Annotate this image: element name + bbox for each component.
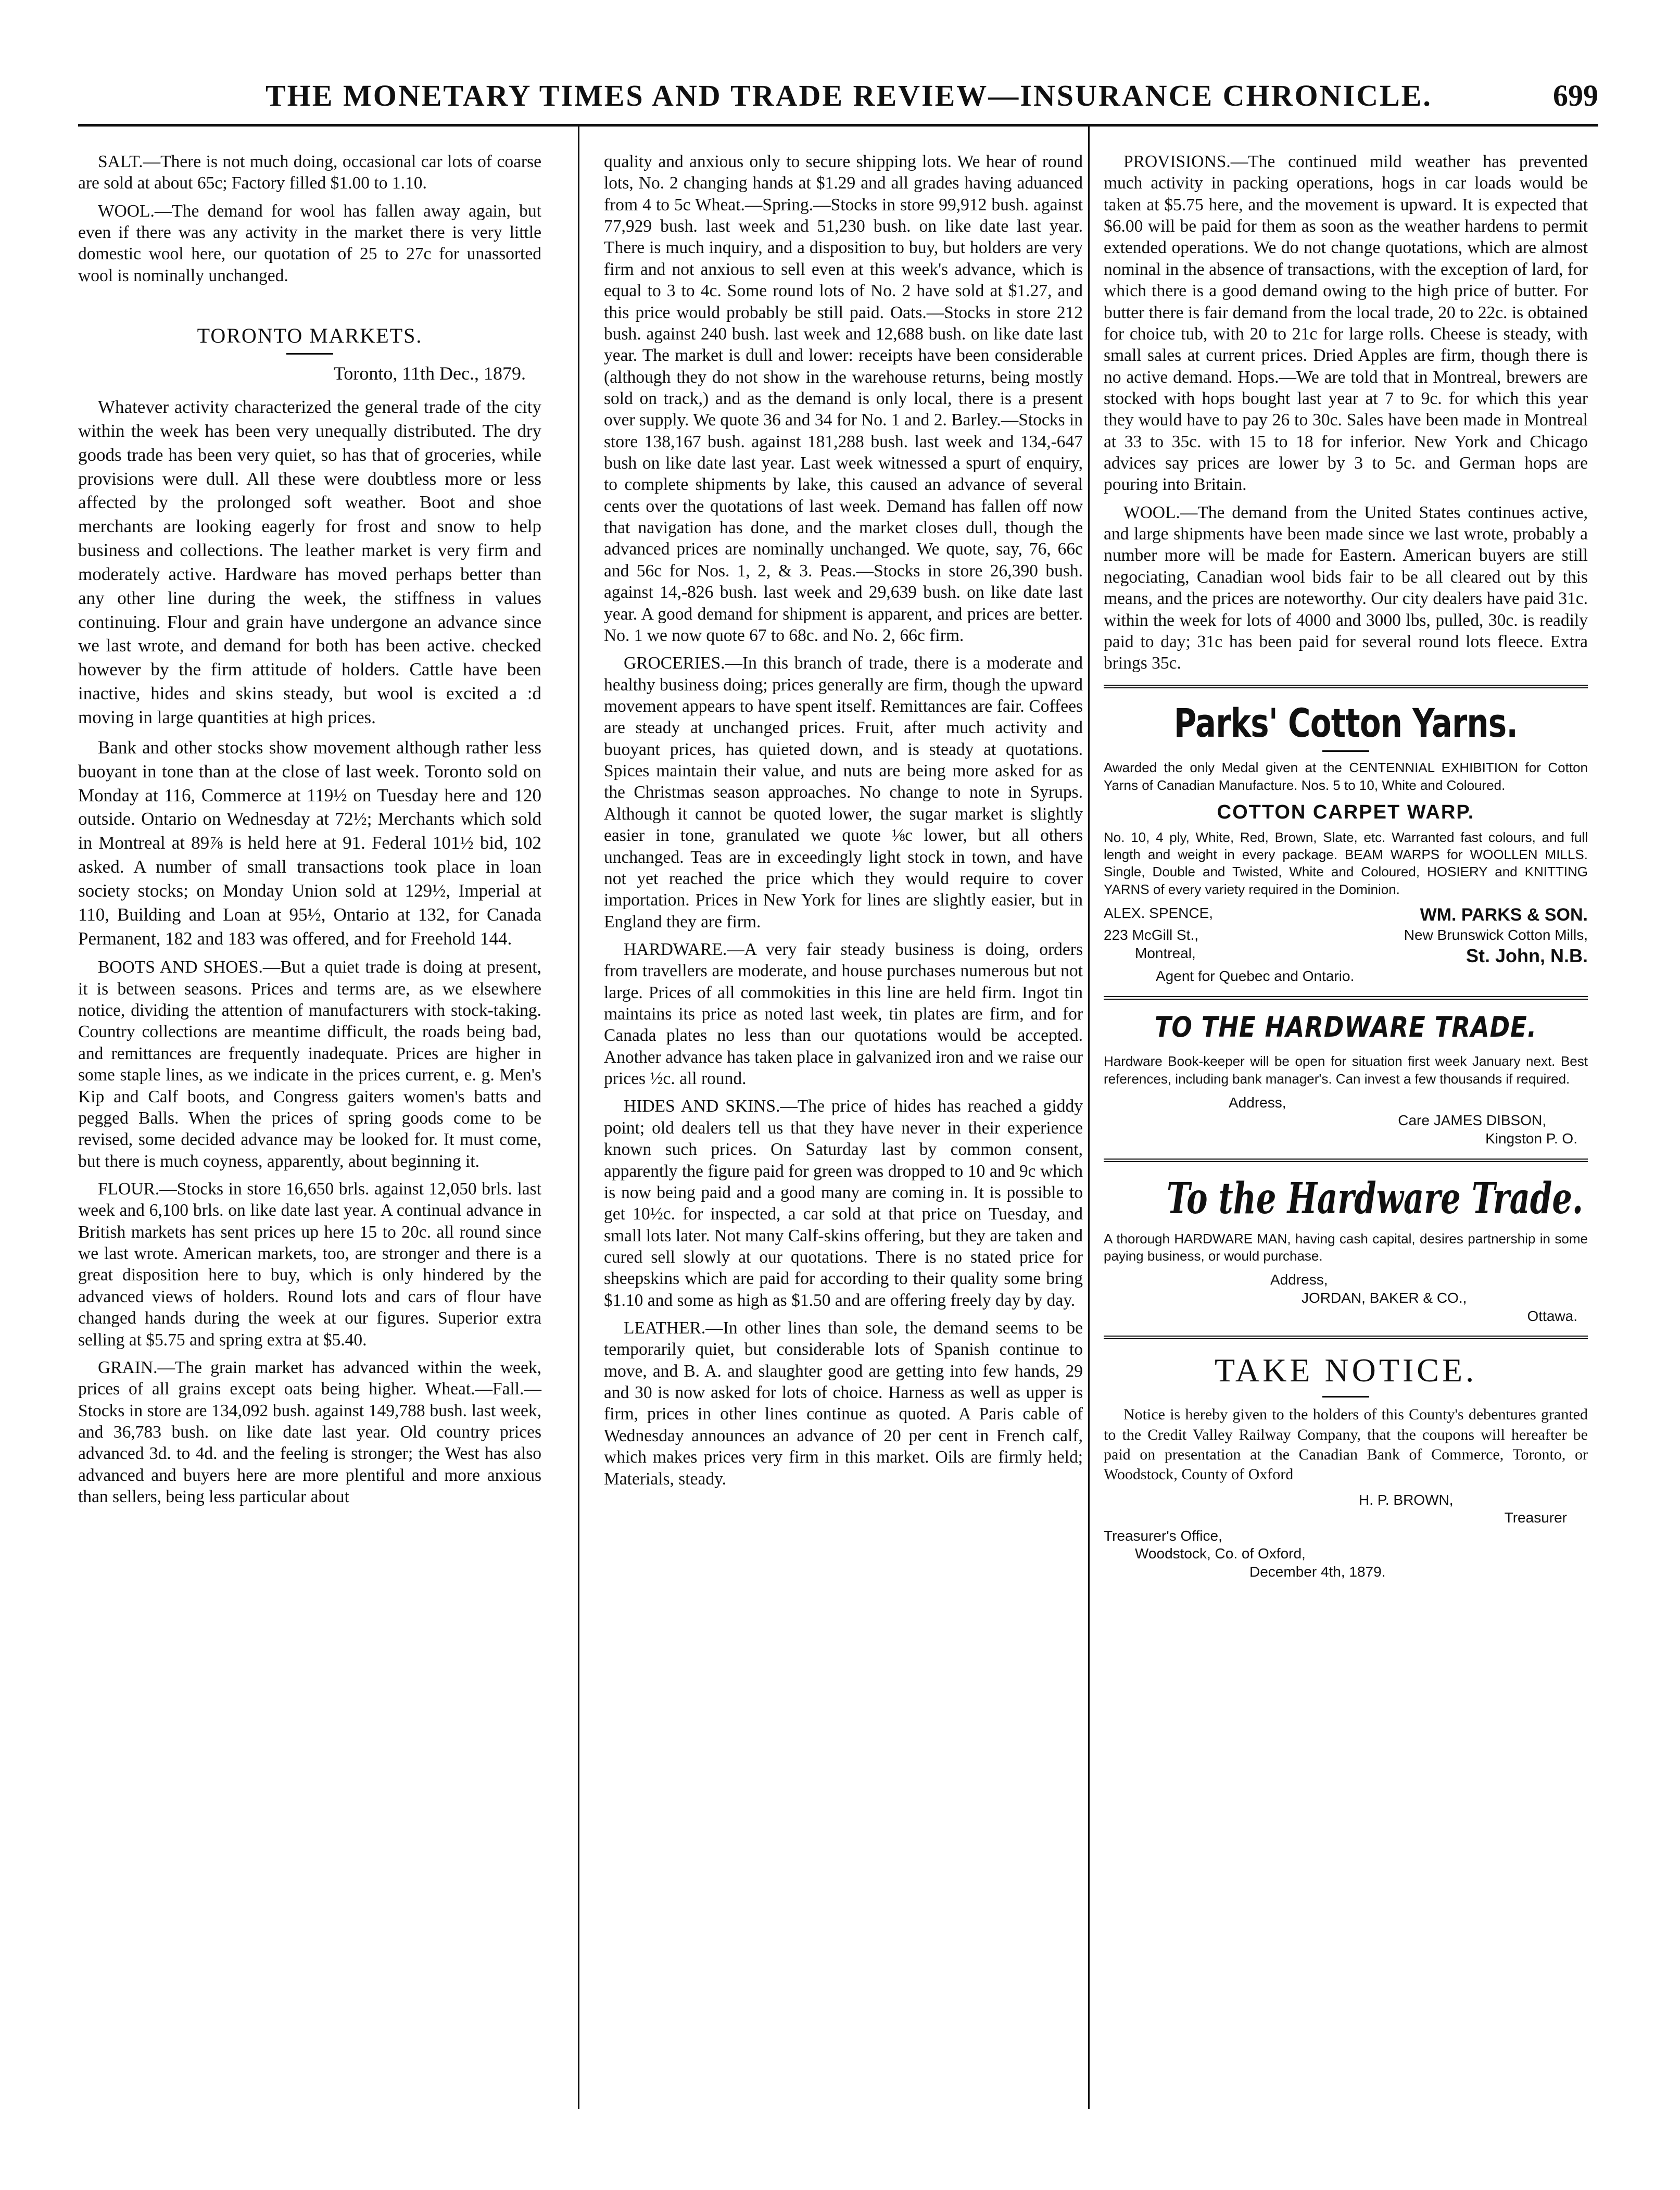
intro-paragraph: Whatever activity characterized the general trade of the city within the week has been very unequally distributed. The dry goods trade has been very quiet, so has that of groceries, while provisions were dull. All these were doubtless more or less affected by the prolonged soft weather. Boot and shoe merchants are looking eagerly for frost and snow to help business and collections. The leather market is very firm and moderately active. Hardware has moved perhaps better than any other line during the week, the stiffness in values continuing. Flour and grain have undergone an advance since we last wrote, and demand for both has been active. checked however by the firm attitude of holders. Cattle have been inactive, hides and skins steady, but wool is excited a :d moving in large quantities at high prices. bbox=[78, 397, 541, 727]
notice-office: Treasurer's Office, bbox=[1104, 1527, 1222, 1544]
running-title: THE MONETARY TIMES AND TRADE REVIEW—INSURANCE CHRONICLE. bbox=[266, 79, 1432, 112]
ad-divider bbox=[1104, 1159, 1588, 1162]
parks-title: Parks' Cotton Yarns. bbox=[1173, 699, 1518, 746]
page-number: 699 bbox=[1553, 79, 1598, 112]
parks-signature-row-2 bbox=[1104, 926, 1588, 945]
ad-divider bbox=[1104, 996, 1588, 1000]
page-header bbox=[78, 78, 1598, 125]
bookkeeper-body: Hardware Book-keeper will be open for situation first week January next. Best references, including bank manager's. Can invest a few thousands if required. bbox=[1104, 1053, 1588, 1087]
grain-continued-paragraph: quality and anxious only to secure shipping lots. We hear of round lots, No. 2 changing hands at $1.29 and all grades having aduanced from 4 to 5c Wheat.—Spring.—Stocks in store 99,912 bush. against 77,929 bush. last week and 51,230 bush. on like date last year. There is much inquiry, and a disposition to buy, but holders are very firm and not anxious to sell even at this week's advance, which is equal to 3 to 4c. Some round lots of No. 2 have sold at $1.27, and this price would probably be still paid. Oats.—Stocks in store 212 bush. against 240 bush. last week and 12,688 bush. on like date last year. The market is dull and lower: receipts have been considerable (although they do not show in the warehouse returns, being mostly sold on track,) and as the demand is only local, there is a present over supply. We quote 36 and 34 for No. 1 and 2. Barley.—Stocks in store 138,167 bush. against 181,288 bush. last week and 134,-647 bush on like date last year. Last week witnessed a spurt of enquiry, to complete shipments by lake, this caused an advance of several cents over the quotations of last week. Demand has fallen off now that navigation has done, and the market closes dull, though the advanced prices are nominally unchanged. We quote, say, 76, 66c and 56c for Nos. 1, 2, & 3. Peas.—Stocks in store 26,390 bush. against 14,-826 bush. last week and 29,639 bush. on like date last year. A good demand for shipment is apparent, and prices are better. No. 1 we now quote 67 to 68c. and No. 2, 66c firm. bbox=[604, 152, 1083, 645]
take-notice-title: TAKE NOTICE. bbox=[1214, 1352, 1477, 1389]
column-divider-2 bbox=[1088, 125, 1090, 2109]
parks-advertisement bbox=[1104, 699, 1588, 986]
column-2 bbox=[604, 151, 1083, 1496]
hardware-man-place: Ottawa. bbox=[1527, 1307, 1577, 1324]
notice-signer: H. P. BROWN, bbox=[1359, 1491, 1454, 1508]
firm-mill: New Brunswick Cotton Mills, bbox=[1404, 926, 1588, 943]
bookkeeper-place: Kingston P. O. bbox=[1485, 1130, 1577, 1147]
groceries-paragraph: GROCERIES.—In this branch of trade, there is a moderate and healthy business doing; prices generally are firm, though the upward movement appears to have spent itself. Remittances are fair. Coffees are steady at unchanged prices. Fruit, after much activity and buoyant prices, has quieted down, and is steady at quotations. Spices maintain their value, and nuts are being more asked for as the Christmas season approaches. No change to note in Syrups. Although it cannot be quoted lower, the sugar market is slightly easier in tone, granulated we quote ⅛c lower, but all others unchanged. Teas are in exceedingly light stock in town, and have not yet reached the price which they would require to cover importation. Prices in New York for lines are slightly easier, but in England they are firm. bbox=[604, 653, 1083, 932]
heading-rule bbox=[286, 353, 333, 355]
hides-skins-paragraph: HIDES AND SKINS.—The price of hides has reached a giddy point; old dealers tell us that they have never in their experience known such prices. On Saturday last by common consent, apparently the figure paid for green was dropped to 10 and 9c which is now being paid and a good many are coming in. It is possible to get 10½c. for inspected, a car sold at that price on Tuesday, and small lots later. Not many Calf-skins offering, but they are taken and cured sell slowly at our quotations. There is no stated price for sheepskins which are paid for according to their quality some bring $1.10 and some as high as $1.50 and are offering freely day by day. bbox=[604, 1097, 1083, 1310]
agent-name: ALEX. SPENCE, bbox=[1104, 905, 1214, 921]
leather-paragraph: LEATHER.—In other lines than sole, the demand seems to be temporarily quiet, but considerable lots of Spanish continue to move, and B. A. and slaughter good are getting into few hands, 29 and 30 is now asked for lots of choice. Harness as well as upper is firm, prices in other lines continue as quoted. A Paris cable of Wednesday announces an advance of 20 per cent in French calf, which makes prices very firm in this market. Oils are firmly held; Materials, steady. bbox=[604, 1318, 1083, 1489]
parks-award: Awarded the only Medal given at the CENTENNIAL EXHIBITION for Cotton Yarns of Canadian Manufacture. Nos. 5 to 10, White and Coloured. bbox=[1104, 760, 1588, 793]
agent-address: 223 McGill St., bbox=[1104, 926, 1199, 943]
wool-demand-paragraph: WOOL.—The demand from the United States continues active, and large shipments have been made since we last wrote, probably a number more will be made for Eastern. American buyers are still negociating, Canadian wool bids fair to be all cleared out by this means, and the prices are noteworthy. Our city dealers have paid 31c. within the week for lots of 4000 and 3000 lbs, pulled, 30c. is readily paid to day; 31c has been paid for several round lots fleece. Extra brings 35c. bbox=[1104, 502, 1588, 673]
parks-signature-row-1 bbox=[1104, 904, 1588, 926]
hardware-man-advertisement bbox=[1104, 1173, 1588, 1326]
bookkeeper-title: TO THE HARDWARE TRADE. bbox=[1154, 1010, 1537, 1043]
header-rule bbox=[78, 124, 1598, 127]
boots-shoes-paragraph: BOOTS AND SHOES.—But a quiet trade is doing at present, it is between seasons. Prices and terms are, as we elsewhere notice, dividing the attention of manufacturers with stock-taking. Country collections are meantime difficult, the roads being bad, and remittances are frequently inadequate. Prices are higher in some staple lines, as we indicate in the prices current, e. g. Men's Kip and Calf boots, and Congress gaiters women's batts and pegged Balls. When the prices of spring goods come to be revised, some decided advance may be looked for. It must come, but there is much coyness, apparently, about beginning it. bbox=[78, 958, 541, 1171]
bank-stocks-paragraph: Bank and other stocks show movement although rather less buoyant in tone than at the close of last week. Toronto sold on Monday at 116, Commerce at 119½ on Tuesday here and 120 outside. Ontario on Wednesday at 72½; Merchants which sold in Montreal at 89⅞ is held here at 91. Federal 101½ bid, 102 asked. A number of small transactions took place in loan society stocks; on Monday Union sold at 129½, Imperial at 110, Building and Loan at 95½, Ontario at 132, for Canada Permanent, 182 and 183 was offered, and for Freehold 144. bbox=[78, 737, 541, 949]
hardware-man-body: A thorough HARDWARE MAN, having cash capital, desires partnership in some paying business, or would purchase. bbox=[1104, 1230, 1588, 1264]
hardware-paragraph: HARDWARE.—A very fair steady business is doing, orders from travellers are moderate, and house purchases numerous but not large. Prices of all commokities in this line are held firm. Ingot tin maintains its price as noted last week, tin plates are firm, and for Canada plates no less than our quotations would be accepted. Another advance has taken place in galvanized iron and we raise our prices ½c. all round. bbox=[604, 939, 1083, 1089]
notice-rule bbox=[1322, 1396, 1369, 1398]
dateline: Toronto, 11th Dec., 1879. bbox=[333, 362, 526, 384]
toronto-markets-heading: TORONTO MARKETS. bbox=[197, 324, 423, 348]
provisions-paragraph: PROVISIONS.—The continued mild weather has prevented much activity in packing operations, hogs in car loads would be taken at $5.75 here, and the movement is upward. It is expected that $6.00 will be paid for them as soon as the weather hardens to permit extended operations. We do not change quotations, which are almost nominal in the absence of transactions, with the exception of lard, for which there is a good demand owing to the high price of butter. For butter there is fair demand from the local trade, 20 to 22c. is obtained for choice tub, with 20 to 21c for large rolls. Cheese is steady, with small sales at current prices. Dried Apples are firm, though there is no active demand. Hops.—We are told that in Montreal, brewers are stocked with hops bought last year at 7 to 9c. for which this year they would have to pay 26 to 30c. Sales have been made in Montreal at 33 to 35c. with 15 to 18 for inferior. New York and Chicago advices say prices are lower by 3 to 5c. and German hops are pouring into Britain. bbox=[1104, 152, 1588, 495]
notice-date: December 4th, 1879. bbox=[1249, 1563, 1386, 1580]
notice-office-place: Woodstock, Co. of Oxford, bbox=[1135, 1545, 1306, 1562]
bookkeeper-care-of: Care JAMES DIBSON, bbox=[1398, 1112, 1546, 1129]
ad-divider bbox=[1104, 1336, 1588, 1339]
agent-note: Agent for Quebec and Ontario. bbox=[1156, 968, 1355, 985]
column-divider-1 bbox=[578, 125, 579, 2109]
hardware-man-title: To the Hardware Trade. bbox=[1166, 1173, 1584, 1224]
salt-paragraph: SALT.—There is not much doing, occasional car lots of coarse are sold at about 65c; Factory filled $1.00 to 1.10. bbox=[78, 152, 541, 193]
parks-body: No. 10, 4 ply, White, Red, Brown, Slate, etc. Warranted fast colours, and full length and weight in every package. BEAM WARPS for WOOLLEN MILLS. Single, Double and Twisted, White and Coloured, HOSIERY and KNITTING YARNS of every variety required in the Dominion. bbox=[1104, 829, 1588, 897]
parks-rule bbox=[1322, 750, 1369, 752]
parks-signature-row-3 bbox=[1104, 945, 1588, 967]
firm-city: St. John, N.B. bbox=[1466, 945, 1588, 966]
grain-paragraph: GRAIN.—The grain market has advanced within the week, prices of all grains except oats being higher. Wheat.—Fall.—Stocks in store are 134,092 bush. against 149,788 bush. last week, and 36,783 bush. on like date last year. Old country prices advanced 3d. to 4d. and the feeling is stronger; the West has also advanced and buyers here are more plentiful and more anxious than sellers, being less particular about bbox=[78, 1357, 541, 1507]
bookkeeper-address-label: Address, bbox=[1229, 1094, 1286, 1111]
hardware-man-address-label: Address, bbox=[1270, 1272, 1328, 1288]
general-report bbox=[78, 395, 541, 950]
column-1 bbox=[78, 151, 541, 1514]
wool-paragraph: WOOL.—The demand for wool has fallen away again, but even if there was any activity in the market there is very little domestic wool here, our quotation of 25 to 27c for unassorted wool is nominally unchanged. bbox=[78, 201, 541, 285]
flour-paragraph: FLOUR.—Stocks in store 16,650 brls. against 12,050 brls. last week and 6,100 brls. on like date last year. A continual advance in British markets has sent prices up here 15 to 20c. all round since we last wrote. American markets, too, are stronger and there is a great disposition here to buy, which is only hindered by the advanced views of holders. Round lots and cars of flour have changed hands during the week at our figures. Superior extra selling at $5.75 and spring extra at $5.40. bbox=[78, 1179, 541, 1350]
column-3 bbox=[1104, 151, 1588, 1581]
notice-role: Treasurer bbox=[1504, 1509, 1567, 1526]
agent-city: Montreal, bbox=[1135, 945, 1196, 961]
parks-subtitle: COTTON CARPET WARP. bbox=[1217, 801, 1475, 824]
ad-divider bbox=[1104, 685, 1588, 688]
bookkeeper-advertisement bbox=[1104, 1010, 1588, 1148]
take-notice-advertisement bbox=[1104, 1350, 1588, 1581]
notice-body: Notice is hereby given to the holders of this County's debentures granted to the Credit Valley Railway Company, that the coupons will hereafter be paid on presentation at the Canadian Bank of Commerce, Toronto, or Woodstock, County of Oxford bbox=[1104, 1406, 1588, 1483]
hardware-man-firm: JORDAN, BAKER & CO., bbox=[1302, 1289, 1467, 1306]
firm-name: WM. PARKS & SON. bbox=[1420, 905, 1588, 925]
